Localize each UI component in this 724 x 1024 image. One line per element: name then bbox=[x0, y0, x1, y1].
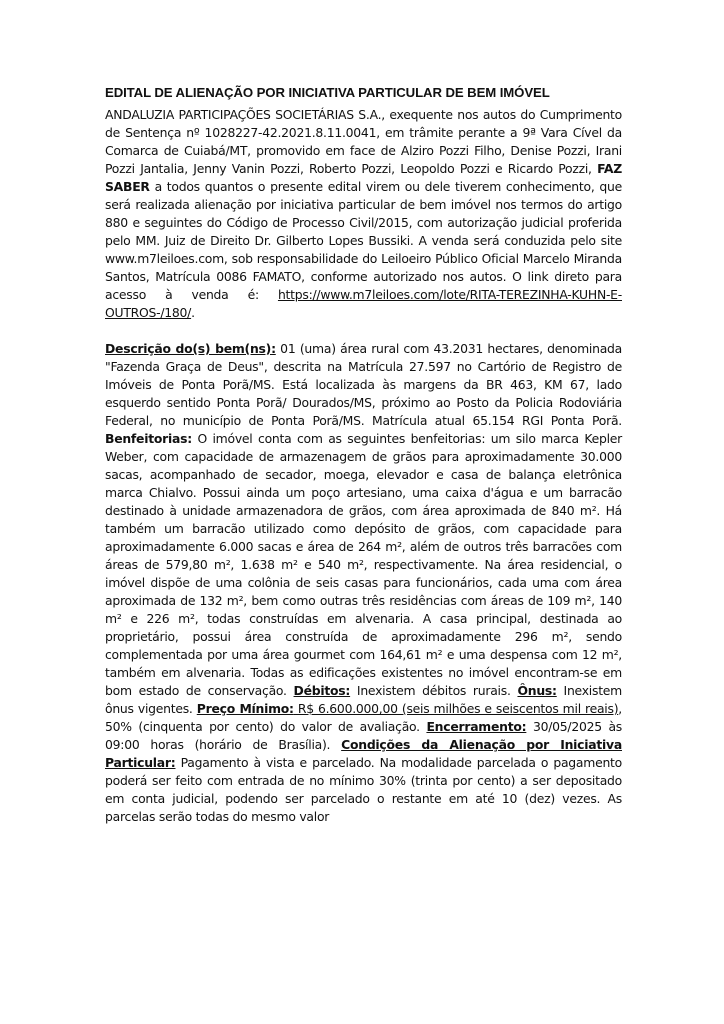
encerramento-label: Encerramento: bbox=[426, 719, 527, 734]
intro-end: . bbox=[191, 305, 195, 320]
preco-value: R$ 6.600.000,00 (seis milhões e seiscentos mil reais) bbox=[293, 701, 619, 716]
descricao-label: Descrição do(s) bem(ns): bbox=[105, 341, 276, 356]
benfeitorias-label: Benfeitorias: bbox=[105, 431, 192, 446]
debitos-label: Débitos: bbox=[293, 683, 351, 698]
intro-text-part1: ANDALUZIA PARTICIPAÇÕES SOCIETÁRIAS S.A., exequente nos autos do Cumprimento de Sentença nº 1028227-42.2021.8.11.0041, em trâmite perante a 9ª Vara Cível da Comarca de Cuiabá/MT, promovido em face de Alziro Pozzi Filho, Denise Pozzi, Irani Pozzi Jantalia, Jenny Vanin Pozzi, Roberto Pozzi, Leopoldo Pozzi e Ricardo Pozzi, bbox=[105, 107, 622, 176]
details-paragraph bbox=[105, 340, 622, 826]
condicoes-text: Pagamento à vista e parcelado. Na modalidade parcelada o pagamento poderá ser feito com entrada de no mínimo 30% (trinta por cento) a ser depositado em conta judicial, podendo ser parcelado o restante em até 10 (dez) vezes. As parcelas serão todas do mesmo valor bbox=[105, 755, 622, 824]
condicoes-label: Condições da Alienação por Iniciativa Particular: bbox=[105, 737, 622, 770]
document-title: EDITAL DE ALIENAÇÃO POR INICIATIVA PARTICULAR DE BEM IMÓVEL bbox=[105, 85, 550, 100]
preco-label: Preço Mínimo: bbox=[196, 701, 294, 716]
intro-text-part2: a todos quantos o presente edital virem ou dele tiverem conhecimento, que será realizada alienação por iniciativa particular de bem imóvel nos termos do artigo 880 e seguintes do Código de Processo Civil/2015, com autorização judicial proferida pelo MM. Juiz de Direito Dr. Gilberto Lopes Bussiki. A venda será conduzida pelo site www.m7leiloes.com, sob responsabilidade do Leiloeiro Público Oficial Marcelo Miranda Santos, Matrícula 0086 FAMATO, conforme autorizado nos autos. O link direto para acesso à venda é: bbox=[105, 179, 622, 302]
onus-text: Inexistem ônus vigentes. bbox=[105, 683, 622, 716]
encerramento-text: 30/05/2025 às 09:00 horas (horário de Brasília). bbox=[105, 719, 623, 752]
benfeitorias-text: O imóvel conta com as seguintes benfeitorias: um silo marca Kepler Weber, com capacidade de armazenagem de grãos para aproximadamente 30.000 sacas, acompanhado de secador, moega, elevador e casa de balança eletrônica marca Chialvo. Possui ainda um poço artesiano, uma caixa d'água e um barracão destinado à unidade armazenadora de grãos, com área aproximada de 840 m². Há também um barracão utilizado como depósito de grãos, com capacidade para aproximadamente 6.000 sacas e área de 264 m², além de outros três barracões com áreas de 579,80 m², 1.638 m² e 540 m², respectivamente. Na área residencial, o imóvel dispõe de uma colônia de seis casas para funcionários, cada uma com área aproximada de 132 m², bem como outras três residências com áreas de 109 m², 140 m² e 226 m², todas construídas em alvenaria. A casa principal, destinada ao proprietário, possui área construída de aproximadamente 296 m², sendo complementada por uma área gourmet com 164,61 m² e uma despensa com 12 m², também em alvenaria. Todas as edificações existentes no imóvel encontram-se em bom estado de conservação. bbox=[105, 431, 622, 698]
onus-label: Ônus: bbox=[517, 683, 557, 698]
document-page bbox=[105, 84, 622, 826]
auction-link[interactable]: https://www.m7leiloes.com/lote/RITA-TEREZINHA-KUHN-E-OUTROS-/180/ bbox=[105, 287, 622, 320]
faz-saber-emphasis: FAZ SABER bbox=[105, 161, 622, 194]
debitos-text: Inexistem débitos rurais. bbox=[350, 683, 518, 698]
preco-text: , 50% (cinquenta por cento) do valor de avaliação. bbox=[105, 701, 622, 734]
intro-paragraph bbox=[105, 106, 622, 322]
descricao-text: 01 (uma) área rural com 43.2031 hectares, denominada "Fazenda Graça de Deus", descrita na Matrícula 27.597 no Cartório de Registro de Imóveis de Ponta Porã/MS. Está localizada às margens da BR 463, KM 67, lado esquerdo sentido Ponta Porã/ Dourados/MS, próximo ao Posto da Policia Rodoviária Federal, no município de Ponta Porã/MS. Matrícula atual 65.154 RGI Ponta Porã. bbox=[105, 341, 622, 428]
